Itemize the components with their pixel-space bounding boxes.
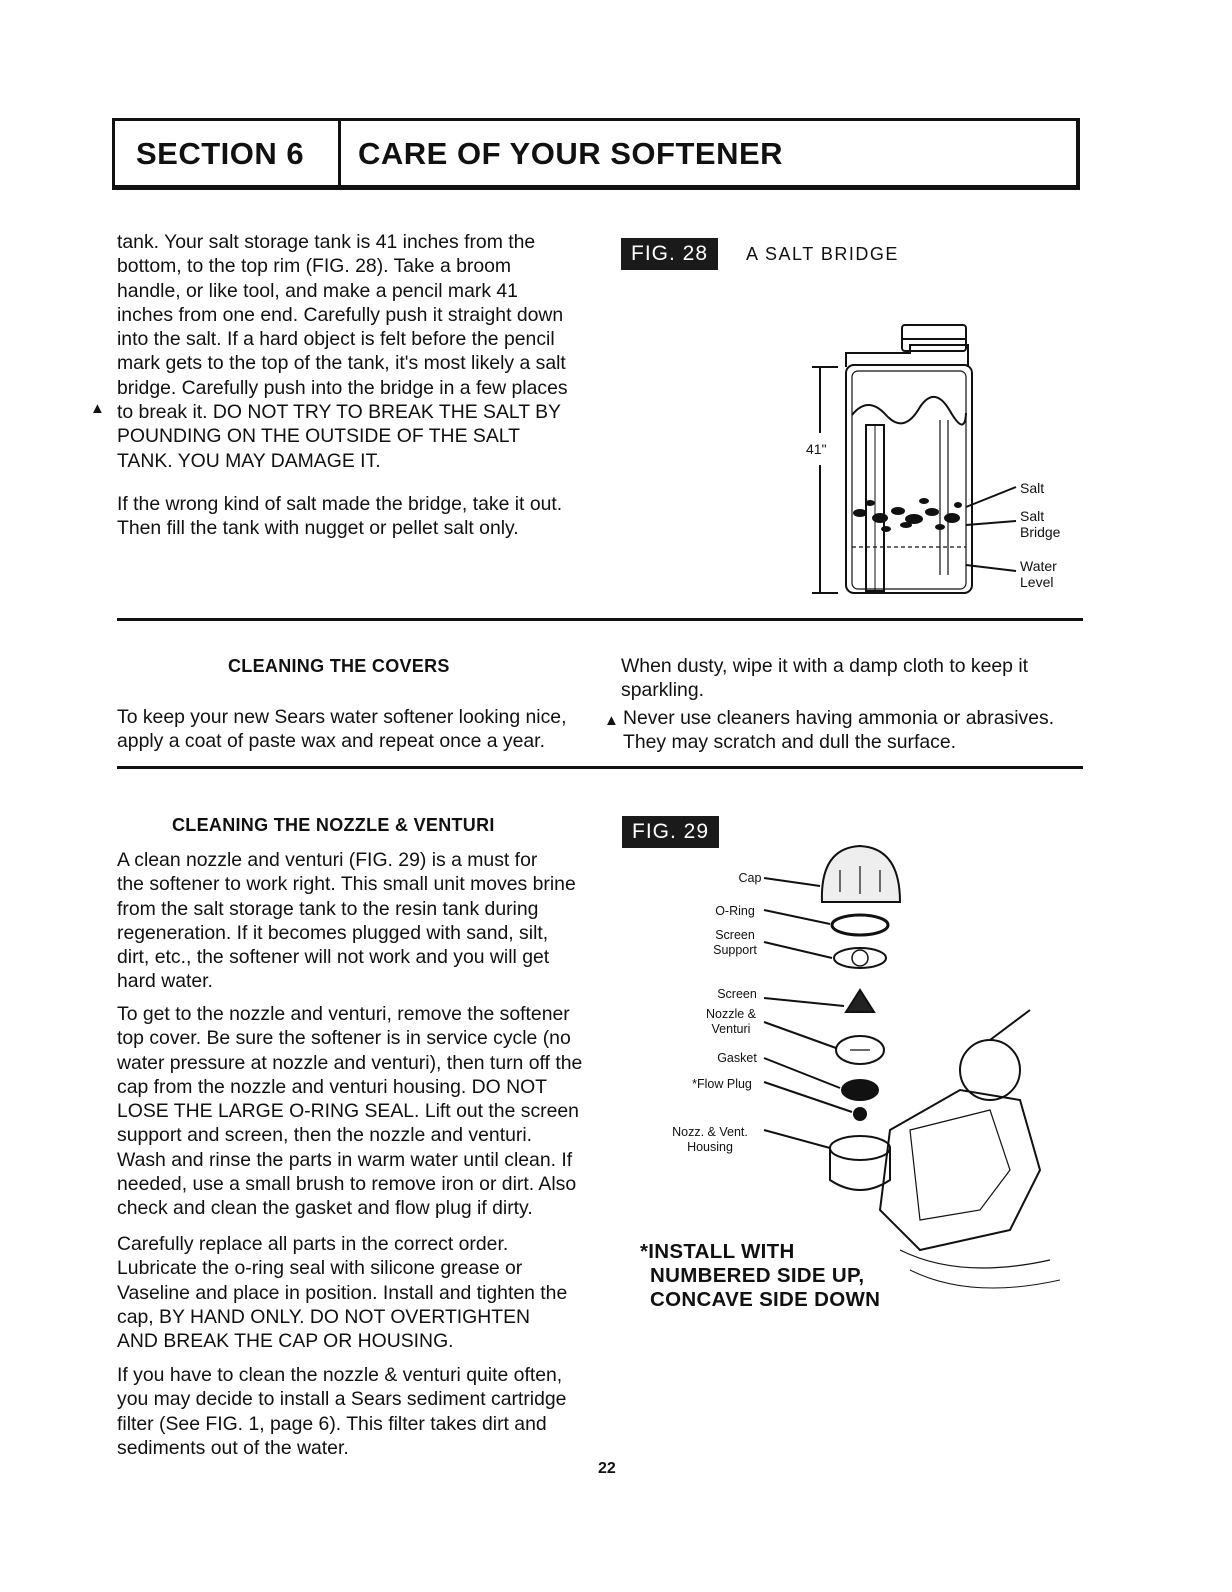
label-nozzle-venturi [698, 1007, 764, 1037]
label-line: Venturi [711, 1022, 751, 1036]
label-line: Nozz. & Vent. [672, 1125, 748, 1139]
label-line: Support [713, 943, 757, 957]
text-line: cap, BY HAND ONLY. DO NOT OVERTIGHTEN [117, 1305, 531, 1328]
text-line: bottom, to the top rim (FIG. 28). Take a broom [117, 255, 512, 278]
divider [117, 618, 1083, 621]
fig-29-badge: FIG. 29 [622, 816, 719, 848]
label-line: Screen [715, 928, 755, 942]
text-line: TANK. YOU MAY DAMAGE IT. [117, 449, 381, 472]
nozzle-paragraph-1 [117, 848, 597, 994]
text-line: When dusty, wipe it with a damp cloth to keep it [621, 655, 1029, 677]
text-line: AND BREAK THE CAP OR HOUSING. [117, 1330, 454, 1353]
text-line: Wash and rinse the parts in warm water until clean. If [117, 1148, 573, 1171]
text-line: regeneration. If it becomes plugged with sand, silt, [117, 921, 549, 944]
label-screen-support [700, 928, 770, 958]
nozzle-paragraph-3 [117, 1232, 597, 1353]
text-line: apply a coat of paste wax and repeat once a year. [117, 730, 545, 753]
label-gasket: Gasket [717, 1051, 757, 1065]
text-line: inches from one end. Carefully push it straight down [117, 303, 564, 326]
text-line: A clean nozzle and venturi (FIG. 29) is a must for [117, 849, 538, 871]
text-line: hard water. [117, 970, 213, 993]
cleaning-covers-left [117, 705, 597, 754]
text-line: filter (See FIG. 1, page 6). This filter takes dirt and [117, 1412, 547, 1435]
text-line: support and screen, then the nozzle and venturi. [117, 1124, 533, 1147]
label-o-ring: O-Ring [715, 904, 755, 918]
install-note-line: CONCAVE SIDE DOWN [650, 1288, 881, 1311]
label-cap: Cap [738, 871, 762, 885]
text-line: Lubricate the o-ring seal with silicone grease or [117, 1257, 523, 1280]
salt-bridge-paragraph-1 [117, 230, 587, 473]
cleaning-covers-heading: CLEANING THE COVERS [228, 656, 450, 676]
text-line: into the salt. If a hard object is felt before the pencil [117, 328, 555, 351]
text-line: POUNDING ON THE OUTSIDE OF THE SALT [117, 425, 520, 448]
label-line: Bridge [1020, 524, 1061, 540]
text-line: mark gets to the top of the tank, it's most likely a salt [117, 352, 566, 375]
text-line: Never use cleaners having ammonia or abrasives. [623, 707, 1055, 729]
text-line: If you have to clean the nozzle & venturi quite often, [117, 1364, 563, 1386]
text-line: Vaseline and place in position. Install and tighten the [117, 1281, 568, 1304]
nozzle-paragraph-4 [117, 1363, 597, 1460]
cleaning-covers-caution [623, 706, 1093, 755]
page-number: 22 [598, 1460, 616, 1477]
label-flow-plug: *Flow Plug [692, 1077, 752, 1091]
text-line: LOSE THE LARGE O-RING SEAL. Lift out the screen [117, 1100, 579, 1123]
text-line: to break it. DO NOT TRY TO BREAK THE SALT BY [117, 401, 561, 424]
text-line: from the salt storage tank to the resin tank during [117, 897, 539, 920]
label-line: Housing [687, 1140, 733, 1154]
divider [117, 766, 1083, 769]
label-water-level [1020, 558, 1057, 590]
label-line: Water [1020, 558, 1057, 574]
section-header-divider [338, 118, 341, 190]
page-title: CARE OF YOUR SOFTENER [358, 136, 784, 171]
text-line: water pressure at nozzle and venturi), then turn off the [117, 1051, 583, 1074]
text-line: Then fill the tank with nugget or pellet salt only. [117, 517, 519, 540]
label-housing [656, 1125, 764, 1155]
install-note [640, 1240, 940, 1312]
text-line: Carefully replace all parts in the correct order. [117, 1233, 509, 1255]
text-line: To get to the nozzle and venturi, remove the softener [117, 1003, 570, 1025]
text-line: If the wrong kind of salt made the bridge, take it out. [117, 493, 563, 515]
text-line: tank. Your salt storage tank is 41 inches from the [117, 231, 536, 253]
text-line: sediments out of the water. [117, 1436, 349, 1459]
text-line: dirt, etc., the softener will not work and you will get [117, 946, 550, 969]
nozzle-heading: CLEANING THE NOZZLE & VENTURI [172, 815, 495, 835]
label-salt: Salt [1020, 480, 1045, 496]
fig-28-badge: FIG. 28 [621, 238, 718, 270]
label-line: Nozzle & [705, 1007, 757, 1021]
text-line: you may decide to install a Sears sediment cartridge [117, 1388, 567, 1411]
text-line: check and clean the gasket and flow plug if dirty. [117, 1197, 533, 1220]
cleaning-covers-right [621, 654, 1091, 703]
nozzle-paragraph-2 [117, 1002, 597, 1221]
label-line: Salt [1020, 508, 1045, 524]
text-line: To keep your new Sears water softener looking nice, [117, 706, 567, 728]
section-label: SECTION 6 [136, 136, 305, 171]
install-note-line: *INSTALL WITH [640, 1240, 795, 1263]
text-line: handle, or like tool, and make a pencil mark 41 [117, 279, 518, 302]
label-screen: Screen [717, 987, 757, 1001]
text-line: bridge. Carefully push into the bridge in a few places [117, 376, 568, 399]
text-line: top cover. Be sure the softener is in service cycle (no [117, 1027, 571, 1050]
text-line: needed, use a small brush to remove iron or dirt. Also [117, 1173, 577, 1196]
caution-icon: ▲ [604, 712, 619, 729]
label-line: Level [1020, 574, 1054, 590]
fig-28-dimension: 41" [806, 441, 827, 457]
install-note-line: NUMBERED SIDE UP, [650, 1264, 865, 1287]
text-line: cap from the nozzle and venturi housing. DO NOT [117, 1075, 548, 1098]
text-line: the softener to work right. This small unit moves brine [117, 873, 576, 896]
text-line: sparkling. [621, 679, 704, 702]
caution-icon: ▲ [90, 400, 105, 417]
label-salt-bridge [1020, 508, 1060, 540]
salt-bridge-paragraph-2 [117, 492, 587, 541]
fig-28-title: A SALT BRIDGE [746, 244, 899, 264]
text-line: They may scratch and dull the surface. [623, 731, 957, 754]
